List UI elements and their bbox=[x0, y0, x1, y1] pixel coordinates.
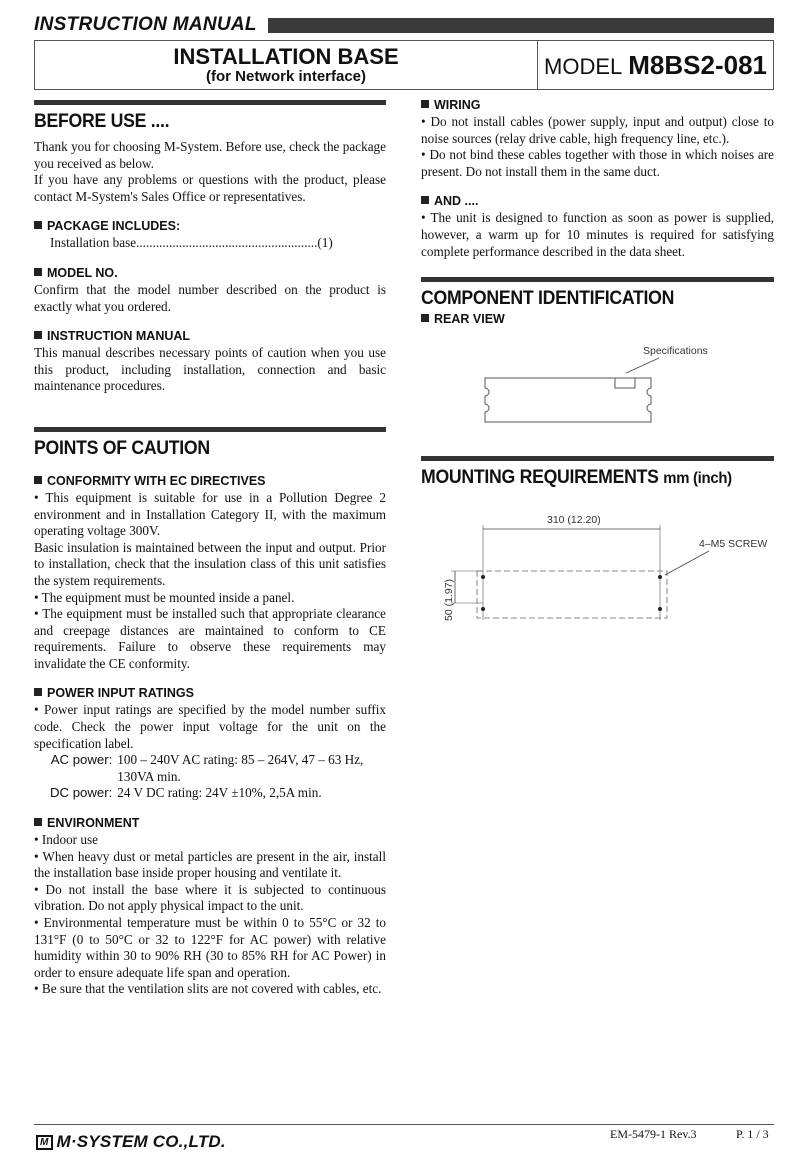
screw-hole bbox=[481, 607, 485, 611]
ec-heading: CONFORMITY WITH EC DIRECTIVES bbox=[34, 474, 386, 488]
ac-power-value: 100 – 240V AC rating: 85 – 264V, 47 – 63 Hz, 130VA min. bbox=[117, 752, 364, 784]
ec-text-1: • This equipment is suitable for use in a Pollution Degree 2 environment and in Installation Category II, with the maximum operating voltage 300V. bbox=[34, 489, 386, 539]
document-number: EM-5479-1 Rev.3 bbox=[610, 1127, 697, 1141]
screw-leader bbox=[665, 551, 709, 575]
footer-rule bbox=[34, 1124, 774, 1125]
package-item: Installation base.......................................................(1) bbox=[50, 235, 333, 251]
company-name: M·SYSTEM CO.,LTD. bbox=[56, 1132, 226, 1151]
dc-power-row bbox=[34, 785, 386, 802]
instruction-manual-heading: INSTRUCTION MANUAL bbox=[34, 329, 386, 343]
screw-hole bbox=[658, 575, 662, 579]
section-bar bbox=[34, 427, 386, 432]
section-bar bbox=[34, 100, 386, 105]
left-column bbox=[34, 100, 386, 998]
model-box bbox=[538, 41, 773, 89]
title-box bbox=[34, 40, 774, 90]
company-logo bbox=[36, 1132, 226, 1152]
ec-text-4: • The equipment must be installed such that appropriate clearance and creepage distances are maintained to conform to CE requirements. Failure to observe these requirements may invalidate the CE conformity. bbox=[34, 606, 386, 671]
wiring-text-2: • Do not bind these cables together with those in which noises are present. Do not install them in the same duct. bbox=[421, 147, 774, 179]
environment-text-5: • Be sure that the ventilation slits are not covered with cables, etc. bbox=[34, 981, 382, 997]
specifications-leader bbox=[626, 358, 659, 373]
before-use-intro-2: If you have any problems or questions with the product, please contact M-System's Sales Office or representatives. bbox=[34, 172, 386, 204]
base-outline bbox=[477, 571, 667, 618]
screw-hole bbox=[481, 575, 485, 579]
section-bar bbox=[421, 456, 774, 461]
dc-power-label: DC power: bbox=[50, 785, 113, 801]
power-heading: POWER INPUT RATINGS bbox=[34, 686, 386, 700]
before-use-title: BEFORE USE .... bbox=[34, 111, 170, 132]
page-title: INSTALLATION BASE bbox=[173, 44, 399, 69]
environment-text-2: • When heavy dust or metal particles are present in the air, install the installation base inside proper housing and ventilate it. bbox=[34, 848, 386, 881]
wiring-text-1: • Do not install cables (power supply, input and output) close to noise sources (relay drive cable, high frequency line, etc.). bbox=[421, 114, 774, 146]
model-no-text: Confirm that the model number described on the product is exactly what you ordered. bbox=[34, 281, 386, 314]
screw-hole bbox=[658, 607, 662, 611]
square-bullet-icon bbox=[421, 100, 429, 108]
specifications-label: Specifications bbox=[643, 345, 708, 358]
square-bullet-icon bbox=[34, 268, 42, 276]
square-bullet-icon bbox=[421, 196, 429, 204]
rear-view-heading: REAR VIEW bbox=[421, 312, 774, 326]
rear-view-diagram bbox=[421, 328, 774, 433]
environment-text-1: • Indoor use bbox=[34, 832, 98, 848]
package-heading: PACKAGE INCLUDES: bbox=[34, 219, 386, 233]
model-number: M8BS2-081 bbox=[628, 50, 767, 80]
environment-text-4: • Environmental temperature must be within 0 to 55°C or 32 to 131°F (0 to 50°C or 32 to 122°F for AC power) with relative humidity within 30 to 90% RH (30 to 85% RH for AC Power) in order to ensure adequate life span and operation. bbox=[34, 915, 386, 980]
square-bullet-icon bbox=[34, 476, 42, 484]
logo-mark: M bbox=[36, 1135, 53, 1150]
before-use-intro-1: Thank you for choosing M-System. Before use, check the package you received as below. bbox=[34, 139, 386, 171]
dc-power-value: 24 V DC rating: 24V ±10%, 2,5A min. bbox=[117, 785, 322, 801]
model-no-heading: MODEL NO. bbox=[34, 266, 386, 280]
square-bullet-icon bbox=[34, 331, 42, 339]
environment-text-3: • Do not install the base where it is subjected to continuous vibration. Do not apply physical impact to the unit. bbox=[34, 881, 386, 914]
wiring-heading: WIRING bbox=[421, 98, 774, 112]
component-title: COMPONENT IDENTIFICATION bbox=[421, 288, 675, 310]
caution-title: POINTS OF CAUTION bbox=[34, 437, 210, 459]
height-label: 50 (1.97) bbox=[443, 579, 455, 622]
width-label: 310 (12.20) bbox=[547, 514, 601, 527]
power-table bbox=[34, 752, 386, 802]
ec-text-2: Basic insulation is maintained between the input and output. Prior to installation, check that the insulation class of this unit satisfies the system requirements. bbox=[34, 539, 386, 588]
and-text: • The unit is designed to function as soon as power is supplied, however, a warm up for 10 minutes is required for satisfying complete performance described in the data sheet. bbox=[421, 210, 774, 259]
ec-text-3: • The equipment must be mounted inside a panel. bbox=[34, 589, 295, 605]
page-subtitle: (for Network interface) bbox=[205, 68, 367, 85]
section-bar bbox=[421, 277, 774, 282]
ac-power-label: AC power: bbox=[50, 752, 113, 768]
square-bullet-icon bbox=[34, 221, 42, 229]
screw-label: 4–M5 SCREW bbox=[699, 538, 768, 551]
square-bullet-icon bbox=[421, 314, 429, 322]
header-bar bbox=[268, 18, 774, 33]
environment-heading: ENVIRONMENT bbox=[34, 816, 386, 830]
right-column bbox=[421, 98, 774, 630]
and-heading: AND .... bbox=[421, 194, 774, 208]
power-text: • Power input ratings are specified by the model number suffix code. Check the power input voltage for the unit on the specification label. bbox=[34, 702, 386, 751]
square-bullet-icon bbox=[34, 688, 42, 696]
ac-power-row bbox=[34, 752, 386, 785]
mounting-title: MOUNTING REQUIREMENTS mm (inch) bbox=[421, 467, 732, 489]
page-number: P. 1 / 3 bbox=[736, 1127, 769, 1141]
mounting-unit: mm (inch) bbox=[663, 470, 732, 488]
model-label: MODEL bbox=[544, 54, 623, 79]
mounting-diagram bbox=[421, 495, 774, 630]
rear-view-outline bbox=[485, 378, 651, 422]
square-bullet-icon bbox=[34, 818, 42, 826]
specifications-label-area bbox=[615, 378, 635, 388]
instruction-manual-text: This manual describes necessary points of caution when you use this product, including installation, connection and basic maintenance procedures. bbox=[34, 345, 386, 394]
header-label: INSTRUCTION MANUAL bbox=[34, 14, 257, 35]
